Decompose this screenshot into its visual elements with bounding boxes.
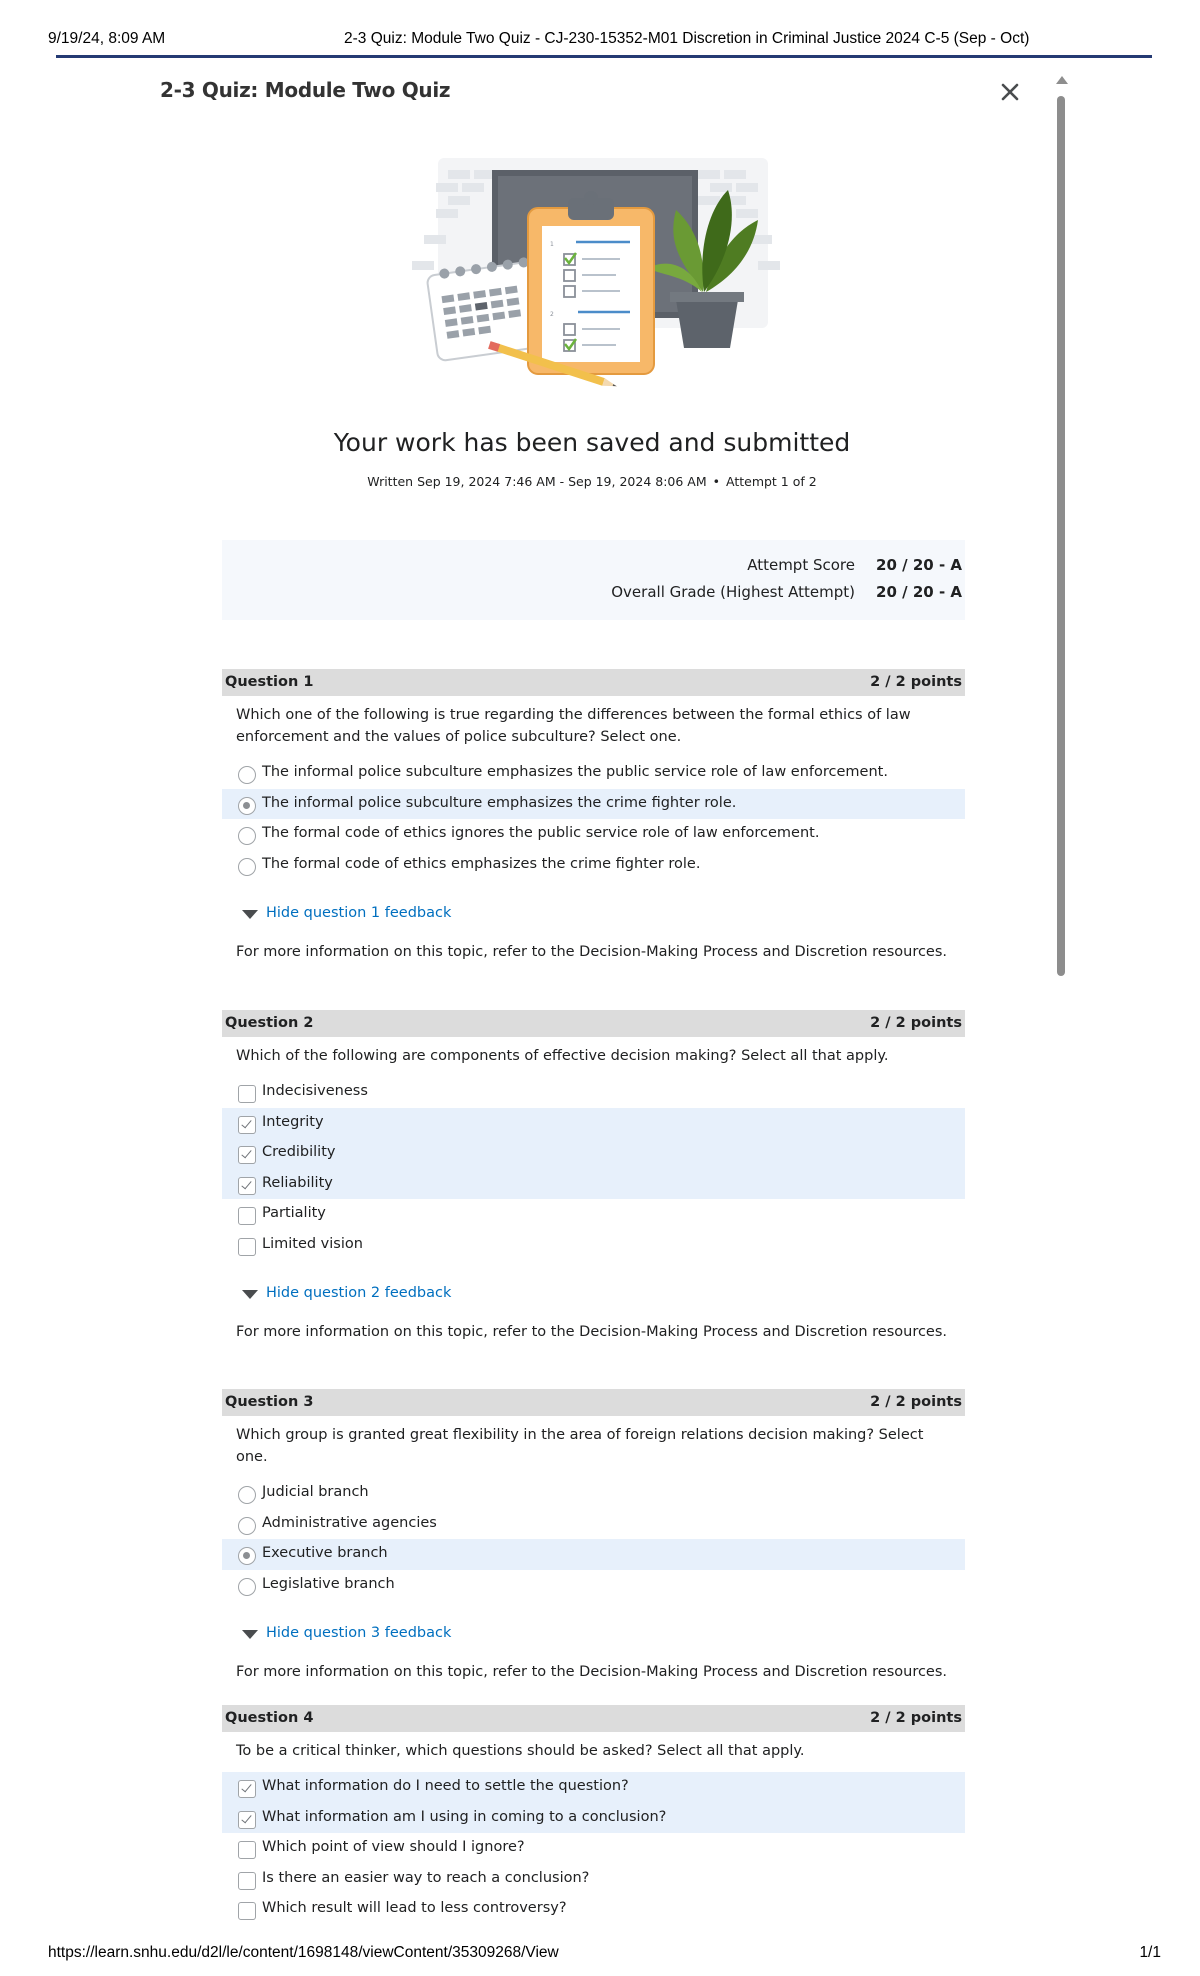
option-label: Legislative branch — [262, 1575, 395, 1592]
question-points: 2 / 2 points — [870, 1394, 962, 1410]
hide-feedback-toggle[interactable] — [222, 904, 965, 926]
option-label: Is there an easier way to reach a conclusion? — [262, 1869, 590, 1886]
question-feedback: For more information on this topic, refer to the Decision-Making Process and Discretion resources. — [236, 944, 948, 960]
answer-option[interactable] — [222, 789, 965, 820]
answer-option[interactable] — [222, 1199, 965, 1230]
attempt-score-label: Attempt Score — [747, 556, 855, 574]
caret-down-icon — [242, 910, 258, 919]
option-label: Partiality — [262, 1205, 326, 1221]
meta-separator: • — [712, 474, 720, 489]
option-label: The informal police subculture emphasizes the public service role of law enforcement. — [262, 764, 888, 780]
svg-text:1: 1 — [550, 241, 554, 248]
caret-down-icon — [242, 1290, 258, 1299]
answer-option[interactable] — [222, 1803, 965, 1834]
question-title: Question 3 — [225, 1394, 314, 1410]
answer-option[interactable] — [222, 1570, 965, 1601]
question-header — [222, 669, 965, 696]
question-title: Question 1 — [225, 674, 314, 690]
answer-options — [222, 1478, 965, 1600]
radio-button[interactable] — [238, 1547, 256, 1565]
checkbox[interactable] — [238, 1902, 256, 1920]
checkbox[interactable] — [238, 1811, 256, 1829]
answer-option[interactable] — [222, 1108, 965, 1139]
option-label: The informal police subculture emphasizes the crime fighter role. — [262, 794, 737, 811]
radio-button[interactable] — [238, 827, 256, 845]
scroll-up-arrow-icon[interactable] — [1056, 76, 1068, 84]
answer-option[interactable] — [222, 850, 965, 881]
checkbox[interactable] — [238, 1238, 256, 1256]
option-label: Reliability — [262, 1174, 333, 1191]
hide-feedback-toggle[interactable] — [222, 1624, 965, 1646]
checkbox[interactable] — [238, 1780, 256, 1798]
answer-options — [222, 758, 965, 880]
radio-button[interactable] — [238, 1517, 256, 1535]
option-label: What information do I need to settle the question? — [262, 1778, 629, 1794]
answer-option[interactable] — [222, 1169, 965, 1200]
overall-grade-value: 20 / 20 - A — [876, 583, 962, 601]
question-text: Which one of the following is true regarding the differences between the formal ethics of law enforcement and the values of police subculture? Select one. — [236, 707, 911, 745]
answer-option[interactable] — [222, 758, 965, 789]
answer-option[interactable] — [222, 1077, 965, 1108]
option-label: The formal code of ethics ignores the public service role of law enforcement. — [262, 825, 820, 841]
question-1 — [222, 669, 965, 960]
checkbox[interactable] — [238, 1177, 256, 1195]
checkbox[interactable] — [238, 1207, 256, 1225]
option-label: Judicial branch — [262, 1484, 369, 1500]
question-feedback: For more information on this topic, refer to the Decision-Making Process and Discretion resources. — [236, 1664, 948, 1680]
answer-option[interactable] — [222, 1539, 965, 1570]
print-header — [0, 0, 1200, 58]
hide-feedback-link[interactable]: Hide question 3 feedback — [266, 1625, 452, 1641]
question-points: 2 / 2 points — [870, 674, 962, 690]
header-divider — [56, 55, 1152, 58]
submitted-heading: Your work has been saved and submitted — [333, 428, 851, 457]
answer-option[interactable] — [222, 819, 965, 850]
attempt-count: Attempt 1 of 2 — [726, 474, 817, 489]
answer-options — [222, 1077, 965, 1260]
question-3 — [222, 1389, 965, 1680]
scrollbar-thumb[interactable] — [1057, 96, 1065, 976]
answer-option[interactable] — [222, 1894, 965, 1925]
caret-down-icon — [242, 1630, 258, 1639]
question-header — [222, 1389, 965, 1416]
checkbox[interactable] — [238, 1116, 256, 1134]
question-title: Question 2 — [225, 1015, 314, 1031]
print-url: https://learn.snhu.edu/d2l/le/content/1698148/viewContent/35309268/View — [48, 1944, 559, 1961]
score-summary — [222, 540, 965, 620]
option-label: The formal code of ethics emphasizes the crime fighter role. — [262, 855, 701, 872]
option-label: What information am I using in coming to a conclusion? — [262, 1808, 667, 1825]
option-label: Which result will lead to less controversy? — [262, 1900, 567, 1916]
question-text: To be a critical thinker, which questions should be asked? Select all that apply. — [236, 1743, 805, 1759]
print-date: 9/19/24, 8:09 AM — [48, 30, 166, 47]
question-text: Which of the following are components of effective decision making? Select all that apply. — [236, 1048, 889, 1064]
checkbox[interactable] — [238, 1841, 256, 1859]
radio-button[interactable] — [238, 1486, 256, 1504]
close-button[interactable] — [996, 78, 1024, 106]
radio-button[interactable] — [238, 797, 256, 815]
hide-feedback-link[interactable]: Hide question 1 feedback — [266, 905, 452, 921]
dialog-title: 2-3 Quiz: Module Two Quiz — [160, 78, 451, 102]
option-label: Executive branch — [262, 1545, 388, 1561]
radio-button[interactable] — [238, 766, 256, 784]
option-label: Which point of view should I ignore? — [262, 1839, 525, 1855]
question-text: Which group is granted great flexibility in the area of foreign relations decision making? Select one. — [236, 1427, 924, 1465]
answer-options — [222, 1772, 965, 1925]
radio-button[interactable] — [238, 858, 256, 876]
question-header — [222, 1010, 965, 1037]
option-label: Limited vision — [262, 1235, 363, 1252]
written-time: Written Sep 19, 2024 7:46 AM - Sep 19, 2024 8:06 AM — [367, 474, 707, 489]
answer-option[interactable] — [222, 1138, 965, 1169]
question-title: Question 4 — [225, 1710, 314, 1726]
answer-option[interactable] — [222, 1509, 965, 1540]
clipboard-graphic — [528, 191, 654, 374]
question-2 — [222, 1010, 965, 1340]
overall-grade-label: Overall Grade (Highest Attempt) — [611, 583, 855, 601]
answer-option[interactable] — [222, 1230, 965, 1261]
question-header — [222, 1705, 965, 1732]
svg-text:2: 2 — [550, 311, 554, 318]
print-page-number: 1/1 — [1139, 1944, 1161, 1961]
question-points: 2 / 2 points — [870, 1710, 962, 1726]
hide-feedback-toggle[interactable] — [222, 1284, 965, 1306]
answer-option[interactable] — [222, 1833, 965, 1864]
option-label: Integrity — [262, 1113, 324, 1130]
question-4 — [222, 1705, 965, 1925]
option-label: Indecisiveness — [262, 1083, 368, 1099]
question-points: 2 / 2 points — [870, 1015, 962, 1031]
answer-option[interactable] — [222, 1478, 965, 1509]
question-feedback: For more information on this topic, refer to the Decision-Making Process and Discretion resources. — [236, 1324, 948, 1340]
print-doc-title: 2-3 Quiz: Module Two Quiz - CJ-230-15352-M01 Discretion in Criminal Justice 2024 C-5 (Sep - Oct) — [344, 30, 1030, 47]
attempt-score-value: 20 / 20 - A — [876, 556, 962, 574]
option-label: Credibility — [262, 1144, 336, 1160]
checkbox[interactable] — [238, 1085, 256, 1103]
answer-option[interactable] — [222, 1864, 965, 1895]
radio-button[interactable] — [238, 1578, 256, 1596]
checkbox[interactable] — [238, 1872, 256, 1890]
hide-feedback-link[interactable]: Hide question 2 feedback — [266, 1285, 452, 1301]
checkbox[interactable] — [238, 1146, 256, 1164]
answer-option[interactable] — [222, 1772, 965, 1803]
quiz-submitted-illustration — [398, 150, 788, 390]
submission-meta — [222, 474, 962, 489]
close-icon — [996, 78, 1024, 106]
option-label: Administrative agencies — [262, 1514, 437, 1531]
